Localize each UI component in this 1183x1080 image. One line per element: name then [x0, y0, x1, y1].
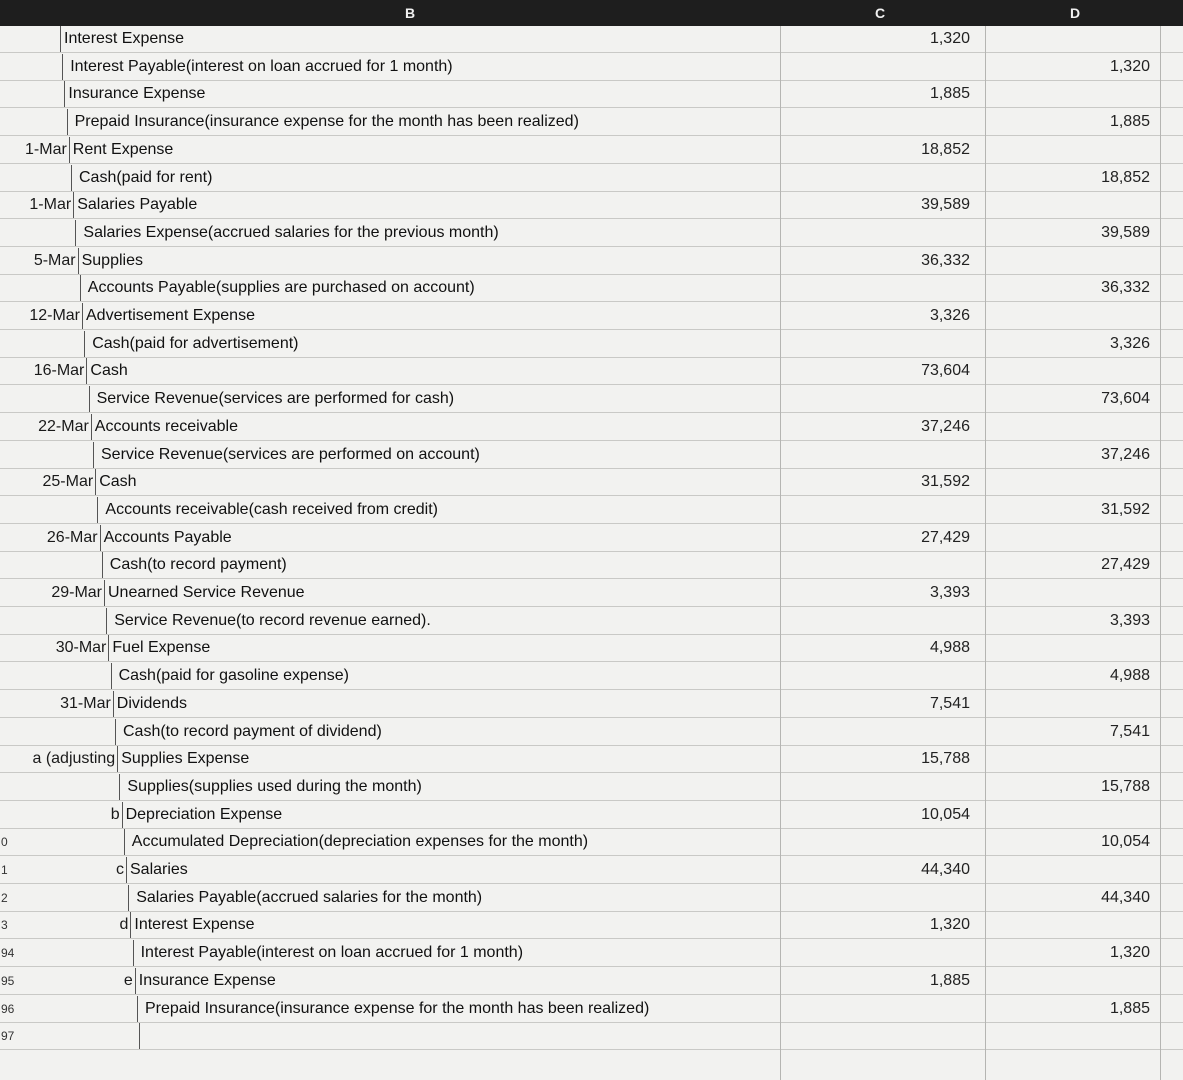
credit-cell[interactable]	[990, 968, 1150, 994]
date-cell[interactable]: 25-Mar	[42, 473, 94, 491]
credit-cell[interactable]: 3,326	[1109, 334, 1150, 352]
table-row	[0, 746, 1183, 773]
account-cell[interactable]: Accounts Payable(supplies are purchased on account)	[80, 275, 475, 301]
account-cell[interactable]: Accounts Payable	[100, 525, 232, 551]
account-cell[interactable]: Cash(to record payment)	[102, 552, 287, 578]
account-cell[interactable]: Unearned Service Revenue	[104, 580, 305, 606]
debit-cell[interactable]	[780, 109, 970, 135]
account-cell[interactable]: Interest Expense	[60, 26, 184, 52]
date-cell[interactable]	[0, 275, 78, 301]
table-row	[0, 469, 1183, 496]
table-row	[0, 912, 1183, 939]
debit-cell[interactable]	[780, 552, 970, 578]
table-row	[0, 968, 1183, 995]
column-header-bar	[0, 0, 1183, 26]
date-cell[interactable]	[0, 940, 131, 966]
date-cell[interactable]	[0, 996, 135, 1022]
table-row	[0, 719, 1183, 746]
debit-cell[interactable]: 1,885	[929, 971, 970, 989]
debit-cell[interactable]: 39,589	[921, 196, 970, 214]
credit-cell[interactable]	[990, 525, 1150, 551]
account-cell[interactable]: Service Revenue(services are performed on account)	[93, 442, 480, 468]
debit-cell[interactable]: 15,788	[921, 750, 970, 768]
debit-cell[interactable]: 1,885	[929, 85, 970, 103]
column-gridline	[1160, 26, 1161, 1080]
debit-cell[interactable]: 44,340	[921, 861, 970, 878]
date-cell[interactable]	[0, 165, 69, 191]
account-cell[interactable]: Cash(paid for advertisement)	[84, 331, 298, 357]
date-cell[interactable]	[0, 54, 60, 80]
account-cell[interactable]: Supplies(supplies used during the month)	[119, 774, 421, 800]
date-cell[interactable]: 26-Mar	[46, 528, 98, 546]
credit-cell[interactable]: 1,320	[1109, 944, 1150, 962]
account-cell[interactable]: Accounts receivable	[91, 414, 238, 440]
debit-cell[interactable]	[780, 1023, 970, 1049]
account-cell[interactable]: Fuel Expense	[108, 635, 210, 661]
table-row	[0, 774, 1183, 801]
table-row	[0, 275, 1183, 302]
date-cell[interactable]: 12-Mar	[29, 307, 80, 324]
date-cell[interactable]	[0, 774, 117, 800]
date-cell[interactable]: d	[119, 916, 129, 934]
debit-cell[interactable]	[780, 331, 970, 357]
table-row	[0, 691, 1183, 718]
account-cell[interactable]: Service Revenue(services are performed for cash)	[89, 386, 454, 412]
account-cell[interactable]: Advertisement Expense	[82, 303, 255, 329]
column-header-d[interactable]: D	[1069, 5, 1081, 21]
date-cell[interactable]	[0, 608, 104, 634]
column-header-c[interactable]: C	[874, 5, 886, 21]
debit-cell[interactable]	[780, 386, 970, 412]
credit-cell[interactable]: 1,885	[1109, 999, 1150, 1017]
debit-cell[interactable]	[780, 165, 970, 191]
date-cell[interactable]: 31-Mar	[60, 694, 111, 712]
date-cell[interactable]	[0, 220, 73, 246]
table-row	[0, 608, 1183, 635]
row-number[interactable]: 97	[1, 1029, 15, 1044]
date-cell[interactable]	[0, 1023, 137, 1049]
date-cell[interactable]: c	[116, 861, 124, 878]
credit-cell[interactable]	[990, 912, 1150, 938]
table-row	[0, 192, 1183, 219]
debit-cell[interactable]: 7,541	[929, 694, 970, 712]
table-row	[0, 525, 1183, 552]
debit-cell[interactable]: 31,592	[921, 473, 970, 491]
table-row	[0, 414, 1183, 441]
debit-cell[interactable]	[780, 719, 970, 745]
account-cell[interactable]: Interest Payable(interest on loan accrued for 1 month)	[62, 54, 452, 80]
date-cell[interactable]	[0, 26, 58, 52]
row-number[interactable]: 95	[1, 973, 15, 988]
credit-cell[interactable]	[990, 414, 1150, 440]
debit-cell[interactable]: 37,246	[921, 417, 970, 435]
row-number[interactable]: 94	[1, 946, 15, 961]
credit-cell[interactable]: 44,340	[1101, 888, 1150, 906]
table-row	[0, 109, 1183, 136]
table-row	[0, 137, 1183, 164]
account-cell[interactable]: Interest Expense	[130, 912, 254, 938]
table-row	[0, 802, 1183, 829]
date-cell[interactable]	[0, 829, 122, 855]
table-row	[0, 885, 1183, 912]
debit-cell[interactable]: 27,429	[921, 528, 970, 546]
account-cell[interactable]: Salaries Expense(accrued salaries for the previous month)	[75, 220, 498, 246]
table-row	[0, 303, 1183, 330]
credit-cell[interactable]: 1,320	[1109, 57, 1150, 75]
table-row	[0, 1023, 1183, 1050]
account-cell[interactable]: Dividends	[113, 691, 187, 717]
date-cell[interactable]: e	[123, 971, 133, 989]
date-cell[interactable]	[0, 442, 91, 468]
credit-cell[interactable]	[990, 857, 1150, 883]
spreadsheet-grid[interactable]	[0, 26, 1183, 1080]
debit-cell[interactable]: 4,988	[929, 639, 970, 657]
debit-cell[interactable]: 3,326	[929, 307, 970, 324]
debit-cell[interactable]: 10,054	[921, 805, 970, 823]
debit-cell[interactable]: 18,852	[921, 140, 970, 158]
table-row	[0, 54, 1183, 81]
account-cell[interactable]: Depreciation Expense	[122, 802, 283, 828]
debit-cell[interactable]	[780, 497, 970, 523]
account-cell[interactable]: Interest Payable(interest on loan accrued for 1 month)	[133, 940, 523, 966]
debit-cell[interactable]	[780, 54, 970, 80]
table-row	[0, 442, 1183, 469]
date-cell[interactable]: 1-Mar	[29, 196, 72, 214]
account-cell[interactable]: Supplies Expense	[117, 746, 249, 772]
table-row	[0, 331, 1183, 358]
table-row	[0, 857, 1183, 884]
debit-cell[interactable]: 1,320	[929, 916, 970, 934]
row-number[interactable]: 96	[1, 1001, 15, 1016]
date-cell[interactable]	[0, 331, 82, 357]
date-cell[interactable]	[0, 497, 95, 523]
account-cell[interactable]: Supplies	[78, 248, 143, 274]
table-row	[0, 248, 1183, 275]
table-row	[0, 829, 1183, 856]
table-row	[0, 81, 1183, 108]
date-cell[interactable]: 22-Mar	[38, 417, 89, 435]
row-number[interactable]: 3	[1, 918, 8, 933]
column-gridline	[780, 26, 781, 1080]
column-gridline	[985, 26, 986, 1080]
table-row	[0, 386, 1183, 413]
account-cell[interactable]: Insurance Expense	[64, 81, 205, 107]
credit-cell[interactable]: 18,852	[1101, 168, 1150, 186]
credit-cell[interactable]	[990, 469, 1150, 495]
credit-cell[interactable]: 36,332	[1101, 279, 1150, 297]
account-cell[interactable]: Service Revenue(to record revenue earned).	[106, 608, 431, 634]
date-cell[interactable]: 5-Mar	[33, 251, 76, 269]
debit-cell[interactable]	[780, 275, 970, 301]
credit-cell[interactable]: 3,393	[1109, 611, 1150, 629]
account-cell[interactable]	[139, 1023, 143, 1049]
table-row	[0, 26, 1183, 53]
debit-cell[interactable]: 1,320	[929, 30, 970, 47]
account-cell[interactable]: Cash(paid for rent)	[71, 165, 212, 191]
account-cell[interactable]: Cash	[86, 358, 127, 384]
table-row	[0, 220, 1183, 247]
credit-cell[interactable]	[990, 248, 1150, 274]
debit-cell[interactable]	[780, 220, 970, 246]
credit-cell[interactable]	[990, 26, 1150, 52]
account-cell[interactable]: Prepaid Insurance(insurance expense for the month has been realized)	[137, 996, 649, 1022]
account-cell[interactable]: Accumulated Depreciation(depreciation expenses for the month)	[124, 829, 588, 855]
debit-cell[interactable]	[780, 663, 970, 689]
debit-cell[interactable]	[780, 442, 970, 468]
account-cell[interactable]: Prepaid Insurance(insurance expense for the month has been realized)	[67, 109, 579, 135]
debit-cell[interactable]	[780, 996, 970, 1022]
credit-cell[interactable]: 37,246	[1101, 445, 1150, 463]
table-row	[0, 580, 1183, 607]
table-row	[0, 940, 1183, 967]
credit-cell[interactable]: 39,589	[1101, 223, 1150, 241]
date-cell[interactable]: b	[110, 805, 120, 823]
date-cell[interactable]: 30-Mar	[55, 639, 107, 657]
row-number[interactable]: 2	[1, 890, 8, 905]
date-cell[interactable]	[0, 386, 87, 412]
credit-cell[interactable]	[990, 358, 1150, 384]
credit-cell[interactable]: 31,592	[1101, 500, 1150, 518]
credit-cell[interactable]	[990, 1023, 1150, 1049]
credit-cell[interactable]	[990, 137, 1150, 163]
credit-cell[interactable]	[990, 635, 1150, 661]
credit-cell[interactable]	[990, 802, 1150, 828]
credit-cell[interactable]	[990, 192, 1150, 218]
account-cell[interactable]: Cash	[95, 469, 136, 495]
table-row	[0, 996, 1183, 1023]
table-row	[0, 635, 1183, 662]
debit-cell[interactable]	[780, 774, 970, 800]
account-cell[interactable]: Salaries Payable	[73, 192, 197, 218]
debit-cell[interactable]	[780, 608, 970, 634]
debit-cell[interactable]	[780, 940, 970, 966]
account-cell[interactable]: Accounts receivable(cash received from credit)	[97, 497, 438, 523]
date-cell[interactable]	[0, 81, 62, 107]
date-cell[interactable]: 29-Mar	[51, 584, 102, 601]
table-row	[0, 552, 1183, 579]
table-row	[0, 663, 1183, 690]
date-cell[interactable]: 1-Mar	[25, 140, 67, 158]
credit-cell[interactable]	[990, 303, 1150, 329]
debit-cell[interactable]: 73,604	[921, 362, 970, 380]
credit-cell[interactable]: 1,885	[1109, 113, 1150, 131]
credit-cell[interactable]: 7,541	[1109, 722, 1150, 740]
account-cell[interactable]: Salaries Payable(accrued salaries for the month)	[128, 885, 482, 911]
date-cell[interactable]	[0, 109, 65, 135]
debit-cell[interactable]	[780, 885, 970, 911]
credit-cell[interactable]: 15,788	[1101, 777, 1150, 795]
date-cell[interactable]	[0, 885, 126, 911]
account-cell[interactable]: Rent Expense	[69, 137, 174, 163]
credit-cell[interactable]: 10,054	[1101, 833, 1150, 851]
debit-cell[interactable]: 36,332	[921, 251, 970, 269]
credit-cell[interactable]	[990, 81, 1150, 107]
credit-cell[interactable]	[990, 746, 1150, 772]
credit-cell[interactable]: 73,604	[1101, 390, 1150, 408]
date-cell[interactable]	[0, 719, 113, 745]
credit-cell[interactable]	[990, 580, 1150, 606]
date-cell[interactable]	[0, 552, 100, 578]
account-cell[interactable]: Insurance Expense	[135, 968, 276, 994]
date-cell[interactable]: a (adjusting	[32, 750, 116, 768]
account-cell[interactable]: Cash(to record payment of dividend)	[115, 719, 382, 745]
column-header-b[interactable]: B	[404, 5, 416, 21]
row-number[interactable]: 1	[1, 863, 8, 877]
credit-cell[interactable]	[990, 691, 1150, 717]
date-cell[interactable]: 16-Mar	[33, 362, 85, 380]
account-cell[interactable]: Salaries	[126, 857, 188, 883]
table-row	[0, 358, 1183, 385]
account-cell[interactable]: Cash(paid for gasoline expense)	[111, 663, 349, 689]
debit-cell[interactable]: 3,393	[929, 584, 970, 601]
credit-cell[interactable]: 4,988	[1109, 667, 1150, 685]
debit-cell[interactable]	[780, 829, 970, 855]
table-row	[0, 165, 1183, 192]
credit-cell[interactable]: 27,429	[1101, 556, 1150, 574]
table-row	[0, 497, 1183, 524]
row-number[interactable]: 0	[1, 835, 8, 850]
date-cell[interactable]	[0, 663, 109, 689]
